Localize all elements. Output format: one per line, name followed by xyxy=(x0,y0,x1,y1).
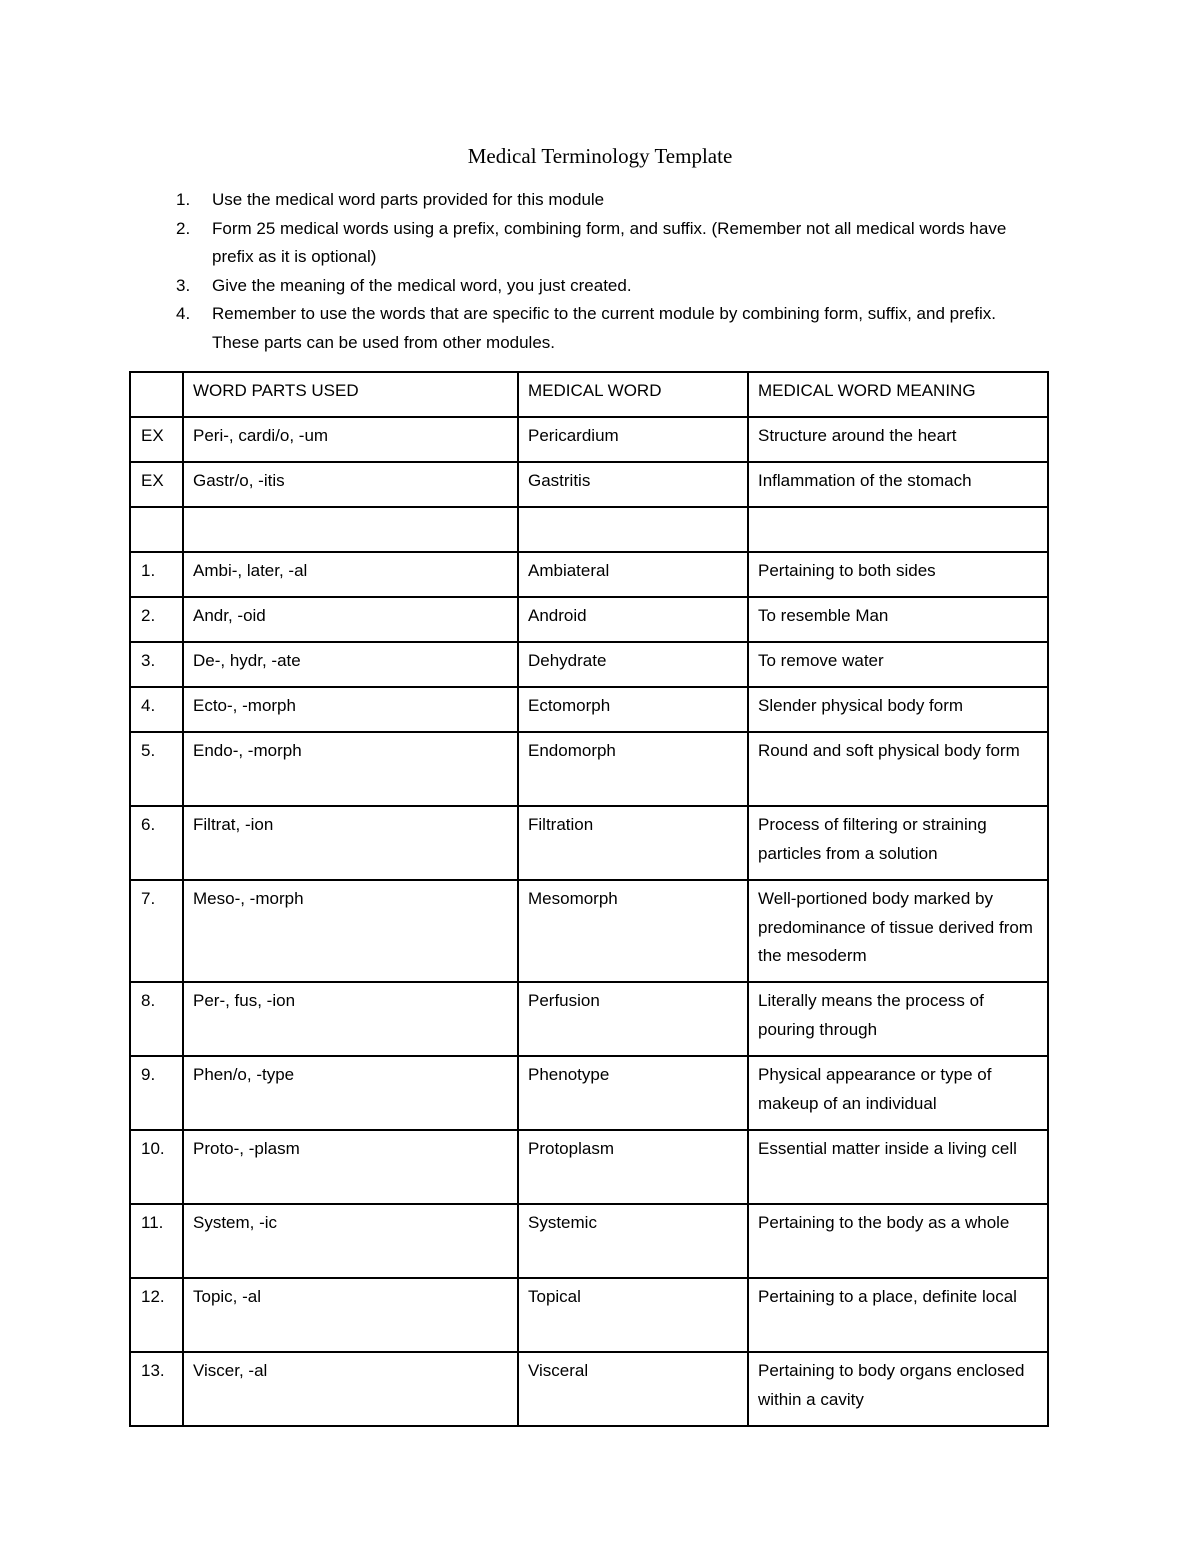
medical-word-cell: Dehydrate xyxy=(518,642,748,687)
word-parts-cell xyxy=(183,507,518,552)
word-parts-cell: Andr, -oid xyxy=(183,597,518,642)
word-parts-cell: Filtrat, -ion xyxy=(183,806,518,880)
table-row xyxy=(130,1204,1048,1278)
table-row xyxy=(130,1278,1048,1352)
row-number-cell: 6. xyxy=(130,806,183,880)
meaning-cell xyxy=(748,507,1048,552)
row-number-cell xyxy=(130,507,183,552)
instruction-item xyxy=(176,272,1042,301)
header-cell-medical-word: MEDICAL WORD xyxy=(518,372,748,417)
instruction-text: Give the meaning of the medical word, you just created. xyxy=(212,275,632,295)
word-parts-cell: Ecto-, -morph xyxy=(183,687,518,732)
word-parts-cell: Per-, fus, -ion xyxy=(183,982,518,1056)
medical-word-cell: Phenotype xyxy=(518,1056,748,1130)
table-row xyxy=(130,597,1048,642)
word-parts-cell: Topic, -al xyxy=(183,1278,518,1352)
table-row-empty xyxy=(130,507,1048,552)
medical-word-cell: Gastritis xyxy=(518,462,748,507)
row-number-cell: 5. xyxy=(130,732,183,806)
word-parts-cell: De-, hydr, -ate xyxy=(183,642,518,687)
meaning-cell: Pertaining to the body as a whole xyxy=(748,1204,1048,1278)
row-number-cell: 10. xyxy=(130,1130,183,1204)
meaning-cell: Round and soft physical body form xyxy=(748,732,1048,806)
instruction-text: Use the medical word parts provided for this module xyxy=(212,190,605,209)
meaning-cell: Literally means the process of pouring through xyxy=(748,982,1048,1056)
table-row xyxy=(130,687,1048,732)
instruction-item xyxy=(176,186,1042,215)
meaning-cell: To resemble Man xyxy=(748,597,1048,642)
row-number-cell: 4. xyxy=(130,687,183,732)
meaning-cell: Pertaining to both sides xyxy=(748,552,1048,597)
row-number-cell: EX xyxy=(130,417,183,462)
page-title: Medical Terminology Template xyxy=(467,144,733,168)
medical-word-cell: Topical xyxy=(518,1278,748,1352)
word-parts-cell: Meso-, -morph xyxy=(183,880,518,982)
row-number-cell: 9. xyxy=(130,1056,183,1130)
instruction-number: 1. xyxy=(176,190,191,209)
word-parts-cell: System, -ic xyxy=(183,1204,518,1278)
medical-word-cell: Pericardium xyxy=(518,417,748,462)
instruction-number: 4. xyxy=(176,304,191,323)
meaning-cell: Process of filtering or straining particles from a solution xyxy=(748,806,1048,880)
table-row xyxy=(130,1056,1048,1130)
table-row xyxy=(130,806,1048,880)
word-parts-cell: Phen/o, -type xyxy=(183,1056,518,1130)
medical-word-cell: Endomorph xyxy=(518,732,748,806)
word-parts-cell: Peri-, cardi/o, -um xyxy=(183,417,518,462)
medical-word-cell: Perfusion xyxy=(518,982,748,1056)
instruction-text: Remember to use the words that are specific to the current module by combining form, suffix, and prefix. These parts can be used from other modules. xyxy=(212,304,996,352)
medical-word-cell: Android xyxy=(518,597,748,642)
table-row xyxy=(130,880,1048,982)
instruction-number: 3. xyxy=(176,275,191,295)
word-parts-cell: Endo-, -morph xyxy=(183,732,518,806)
row-number-cell: EX xyxy=(130,462,183,507)
meaning-cell: Pertaining to body organs enclosed within a cavity xyxy=(748,1352,1048,1426)
meaning-cell: Pertaining to a place, definite local xyxy=(748,1278,1048,1352)
row-number-cell: 3. xyxy=(130,642,183,687)
medical-word-cell xyxy=(518,507,748,552)
table-row xyxy=(130,462,1048,507)
meaning-cell: To remove water xyxy=(748,642,1048,687)
medical-word-cell: Filtration xyxy=(518,806,748,880)
header-cell-meaning: MEDICAL WORD MEANING xyxy=(748,372,1048,417)
medical-word-cell: Ectomorph xyxy=(518,687,748,732)
table-row xyxy=(130,642,1048,687)
row-number-cell: 1. xyxy=(130,552,183,597)
header-cell-word-parts: WORD PARTS USED xyxy=(183,372,518,417)
instruction-item xyxy=(176,215,1042,272)
row-number-cell: 2. xyxy=(130,597,183,642)
instruction-item xyxy=(176,300,1042,357)
word-parts-cell: Ambi-, later, -al xyxy=(183,552,518,597)
table-row xyxy=(130,417,1048,462)
instruction-text: Form 25 medical words using a prefix, combining form, and suffix. (Remember not all medical words have prefix as it is optional) xyxy=(212,218,1007,266)
meaning-cell: Well-portioned body marked by predominance of tissue derived from the mesoderm xyxy=(748,880,1048,982)
meaning-cell: Structure around the heart xyxy=(748,417,1048,462)
meaning-cell: Inflammation of the stomach xyxy=(748,462,1048,507)
table-row xyxy=(130,732,1048,806)
instruction-number: 2. xyxy=(176,218,191,238)
word-parts-cell: Viscer, -al xyxy=(183,1352,518,1426)
medical-word-cell: Visceral xyxy=(518,1352,748,1426)
table-row xyxy=(130,552,1048,597)
header-cell-number xyxy=(130,372,183,417)
medical-word-cell: Protoplasm xyxy=(518,1130,748,1204)
word-parts-cell: Gastr/o, -itis xyxy=(183,462,518,507)
word-parts-cell: Proto-, -plasm xyxy=(183,1130,518,1204)
medical-word-cell: Mesomorph xyxy=(518,880,748,982)
meaning-cell: Physical appearance or type of makeup of an individual xyxy=(748,1056,1048,1130)
row-number-cell: 11. xyxy=(130,1204,183,1278)
medical-word-cell: Ambiateral xyxy=(518,552,748,597)
row-number-cell: 8. xyxy=(130,982,183,1056)
row-number-cell: 12. xyxy=(130,1278,183,1352)
terms-table xyxy=(129,371,1049,1427)
medical-word-cell: Systemic xyxy=(518,1204,748,1278)
table-row xyxy=(130,982,1048,1056)
instructions-list xyxy=(176,186,1042,357)
table-row xyxy=(130,1352,1048,1426)
row-number-cell: 13. xyxy=(130,1352,183,1426)
meaning-cell: Slender physical body form xyxy=(748,687,1048,732)
table-header-row xyxy=(130,372,1048,417)
row-number-cell: 7. xyxy=(130,880,183,982)
meaning-cell: Essential matter inside a living cell xyxy=(748,1130,1048,1204)
table-row xyxy=(130,1130,1048,1204)
